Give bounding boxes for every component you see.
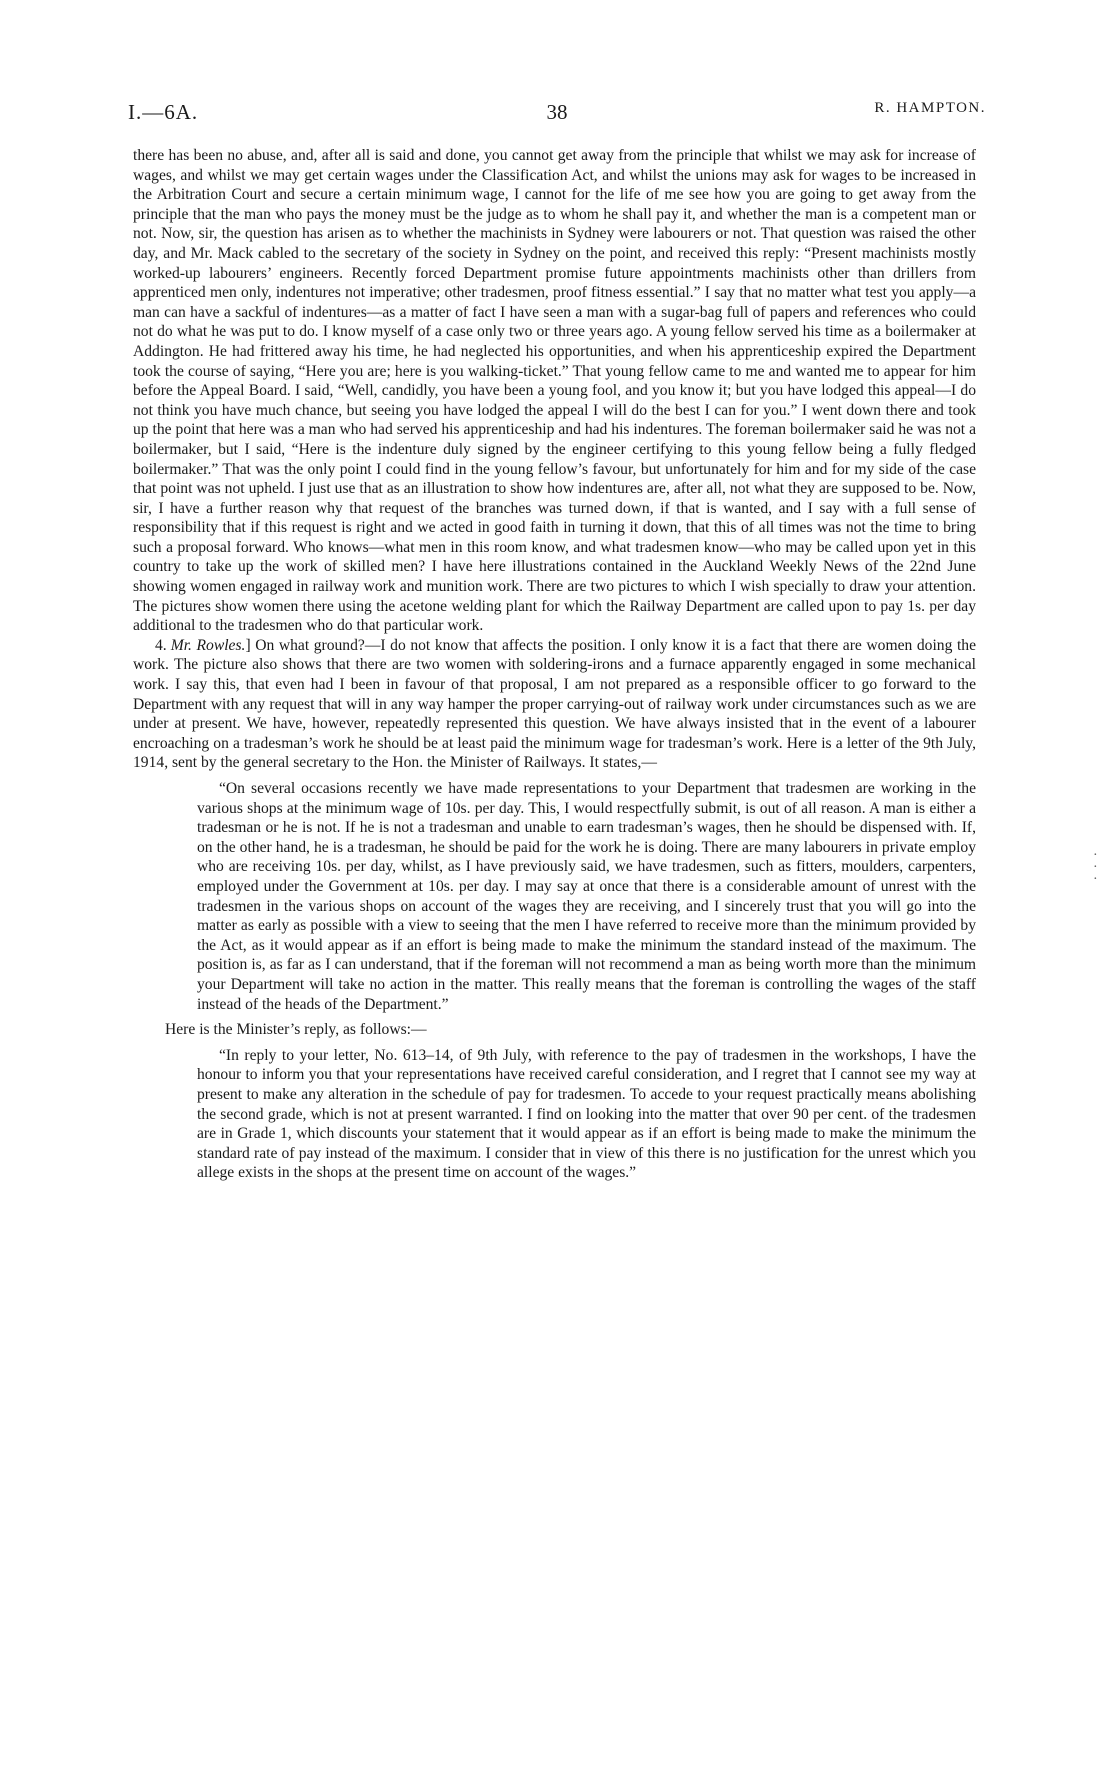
ministers-reply-text: “In reply to your letter, No. 613–14, of 9th July, with reference to the pay of tradesmen in the workshops, I have the honour to inform you that your representations have received careful consideration, and I regret that I cannot see my way at present to make any alteration in the schedule of pay for tradesmen. To accede to your request practically means abolishing the second grade, which is not at present warranted. I find on looking into the matter that over 90 per cent. of the tradesmen are in Grade 1, which discounts your statement that it would appear as if an effort is being made to make the minimum the standard rate of pay instead of the maximum. I consider that in view of this there is no justification for the unrest which you allege exists in the shops at the present time on account of the wages.” xyxy=(197,1046,976,1182)
quoted-letter xyxy=(197,779,976,1014)
page-body xyxy=(133,146,976,1189)
question-paragraph xyxy=(133,636,976,773)
page-header xyxy=(128,100,986,130)
ministers-reply-intro: Here is the Minister’s reply, as follows:— xyxy=(165,1021,427,1039)
quoted-letter-text: “On several occasions recently we have made representations to your Department that tradesmen are working in the various shops at the minimum wage of 10s. per day. This, I would respectfully submit, is out of all reason. A man is either a tradesman or he is not. If he is not a tradesman and unable to earn tradesman’s wages, then he should be dispensed with. If, on the other hand, he is a tradesman, he should be paid for the work he is doing. There are many labourers in private employ who are receiving 10s. per day, whilst, as I have previously said, we have tradesmen, such as fitters, moulders, carpenters, employed under the Government at 10s. per day. I may say at once that there is a considerable amount of unrest with the tradesmen in the various shops on account of the wages they are receiving, and I sincerely trust that you will go into the matter as early as possible with a view to seeing that the men I have referred to receive more than the minimum provided by the Act, as it would appear as if an effort is being made to make the minimum the standard instead of the maximum. The position is, as far as I can understand, that if the foreman will not recommend a man as being worth more than the minimum your Department will take no action in the matter. This really means that the foreman is controlling the wages of the staff instead of the heads of the Department.” xyxy=(197,780,976,1013)
question-answer-text: ] On what ground?—I do not know that affects the position. I only know it is a fact that there are women doing the work. The picture also shows that there are two women with soldering-irons and a furnace apparently engaged in some mechanical work. I say this, that even had I been in favour of that proposal, I am not prepared as a responsible officer to go forward to the Department with any request that will in any way hamper the proper carrying-out of railway work under circumstances such as we are under at present. We have, however, repeatedly represented this question. We have always insisted that in the event of a labourer encroaching on a tradesman’s work he should be at least paid the minimum wage for tradesman’s work. Here is a letter of the 9th July, 1914, sent by the general secretary to the Hon. the Minister of Railways. It states,— xyxy=(133,636,976,772)
ministers-reply xyxy=(197,1046,976,1183)
question-number: 4. xyxy=(155,636,167,654)
witness-name: R. HAMPTON. xyxy=(874,100,986,116)
paragraph-continued: there has been no abuse, and, after all is said and done, you cannot get away from the principle that whilst we may ask for increase of wages, and whilst we may get certain wages under the Classification Act, and whilst the unions may ask for wages to be increased in the Arbitration Court and secure a certain minimum wage, I cannot for the life of me see how you are going to get away from the principle that the man who pays the money must be the judge as to whom he shall pay it, and whether the man is a competent man or not. Now, sir, the question has arisen as to whether the machinists in Sydney were labourers or not. That question was raised the other day, and Mr. Mack cabled to the secretary of the society in Sydney on the point, and received this reply: “Present machinists mostly worked-up labourers’ engineers. Recently forced Department promise future appointments machinists other than drillers from apprenticed men only, indentures not imperative; other tradesmen, proof fitness essential.” I say that no matter what test you apply—a man can have a sackful of indentures—as a matter of fact I have seen a man with a sugar-bag full of papers and references who could not do what he was put to do. I know myself of a case only two or three years ago. A young fellow served his time as a boilermaker at Addington. He had frittered away his time, he had neglected his opportunities, and when his apprenticeship expired the Department took the course of saying, “Here you are; here is you walking-ticket.” That young fellow came to me and wanted me to appear for him before the Appeal Board. I said, “Well, candidly, you have been a young fool, and you know it; but you have lodged this appeal—I do not think you have much chance, but seeing you have lodged the appeal I will do the best I can for you.” I went down there and took up the point that here was a man who had served his apprenticeship and had his indentures. The foreman boilermaker said he was not a boilermaker, but I said, “Here is the indenture duly signed by the engineer certifying to this young fellow being a fully fledged boilermaker.” That was the only point I could find in the young fellow’s favour, but unfortunately for him and for my side of the case that point was not upheld. I just use that as an illustration to show how indentures are, after all, not what they are supposed to be. Now, sir, I have a further reason why that request of the branches was turned down, if that is wanted, and I say with a full sense of responsibility that if this request is right and we acted in good faith in turning it down, that this of all times was not the time to bring such a proposal forward. Who knows—what men in this room know, and what tradesmen know—who may be called upon yet in this country to take up the work of skilled men? I have here illustrations contained in the Auckland Weekly News of the 22nd June showing women engaged in railway work and munition work. There are two pictures to which I wish specially to draw your attention. The pictures show women there using the acetone welding plant for which the Railway Department are called upon to pay 1s. per day additional to the tradesmen who do that particular work. xyxy=(133,147,976,635)
document-reference: I.—6A. xyxy=(128,100,199,124)
questioner-name: Mr. Rowles. xyxy=(170,636,246,654)
page-number: 38 xyxy=(546,100,568,124)
margin-mark: · · · xyxy=(1093,848,1098,887)
